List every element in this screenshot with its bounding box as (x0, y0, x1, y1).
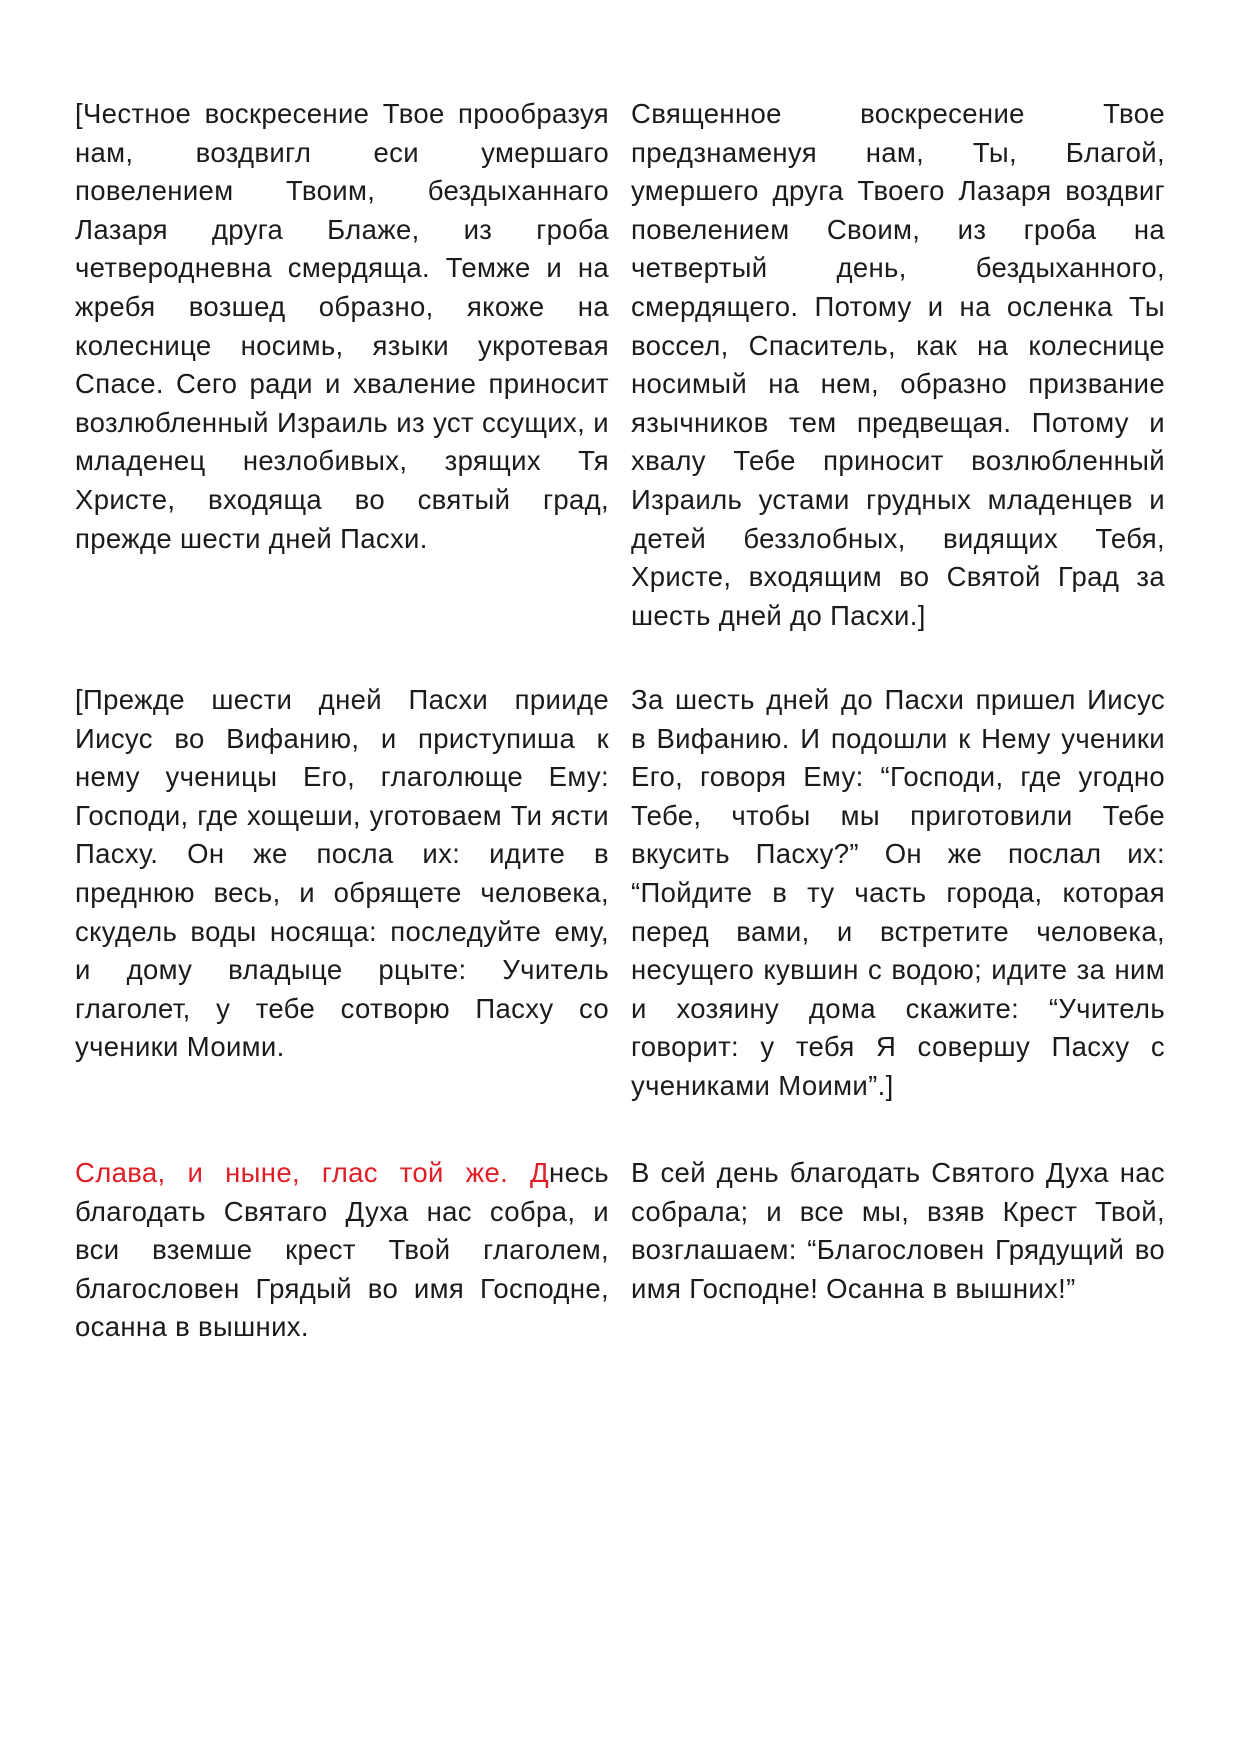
slavonic-paragraph-1: [Честное воскресение Твое прообразуя нам, воздвигл еси умершаго повелением Твоим, бездыханнаго Лазаря друга Блаже, из гроба четверодневна смердяща. Темже и на жребя возшед образно, якоже на колеснице носимь, языки укротевая Спасе. Сего ради и хваление приносит возлюбленный Израиль из уст ссущих, и младенец незлобивых, зрящих Тя Христе, входяща во святый град, прежде шести дней Пасхи. (75, 98, 609, 554)
russian-paragraph-2: За шесть дней до Пасхи пришел Иисус в Вифанию. И подошли к Нему ученики Его, говоря Ему: “Господи, где угодно Тебе, чтобы мы приготовили Тебе вкусить Пасху?” Он же послал их: “Пойдите в ту часть города, которая перед вами, и встретите человека, несущего кувшин с водою; идите за ним и хозяину дома скажите: “Учитель говорит: у тебя Я совершу Пасху с учениками Моими”.] (631, 684, 1165, 1101)
slavonic-paragraph-2: [Прежде шести дней Пасхи прииде Иисус во Вифанию, и приступиша к нему ученицы Его, глаголюще Ему: Господи, где хощеши, уготоваем Ти ясти Пасху. Он же посла их: идите в преднюю весь, и обрящете человека, скудель воды носяща: последуйте ему, и дому владыце рцыте: Учитель глаголет, у тебе сотворю Пасху со ученики Моими. (75, 684, 609, 1063)
slavonic-paragraph-3 (75, 1154, 609, 1347)
russian-paragraph-3: В сей день благодать Святого Духа нас собрала; и все мы, взяв Крест Твой, возглашаем: “Благословен Грядущий во имя Господне! Осанна в вышних!” (631, 1157, 1165, 1304)
rubric-heading: Слава, и ныне, глас той же. Д (75, 1157, 550, 1188)
slavonic-paragraph-3-body: несь благодать Святаго Духа нас собра, и вси вземше крест Твой глаголем, благословен Грядый во имя Господне, осанна в вышних. (75, 1157, 609, 1343)
text-block-1 (75, 95, 1165, 635)
text-block-3 (75, 1154, 1165, 1347)
russian-paragraph-1: Священное воскресение Твое предзнаменуя нам, Ты, Благой, умершего друга Твоего Лазаря воздвиг повелением Своим, из гроба на четвертый день, бездыханного, смердящего. Потому и на осленка Ты воссел, Спаситель, как на колеснице носимый на нем, образно призвание язычников тем предвещая. Потому и хвалу Тебе приносит возлюбленный Израиль устами грудных младенцев и детей беззлобных, видящих Тебя, Христе, входящим во Святой Град за шесть дней до Пасхи.] (631, 98, 1165, 631)
text-block-2 (75, 681, 1165, 1106)
